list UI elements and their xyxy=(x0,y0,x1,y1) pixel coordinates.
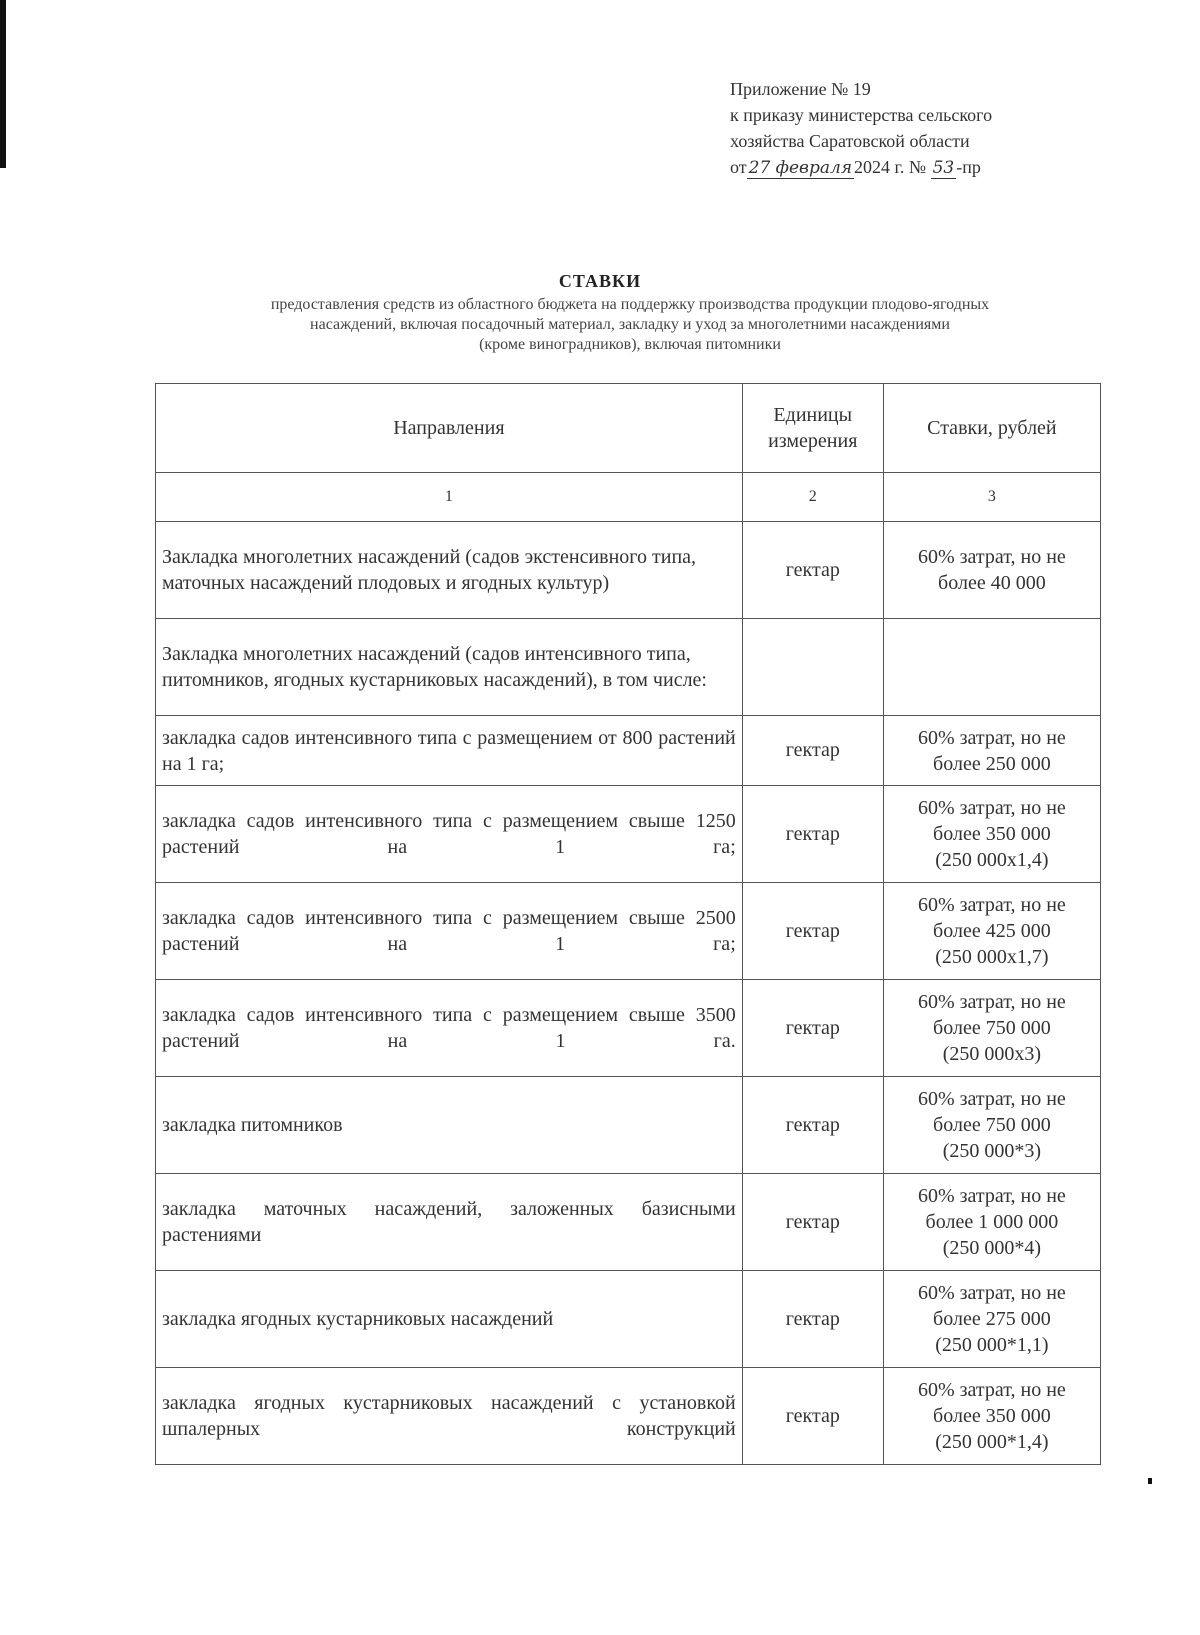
row-rate xyxy=(883,522,1100,619)
column-number-1: 1 xyxy=(156,473,743,522)
rate-line: (250 000х3) xyxy=(942,1043,1042,1065)
row-unit: гектар xyxy=(742,522,883,619)
table-header-row xyxy=(156,384,1101,473)
rate-line: 60% затрат, но не xyxy=(917,797,1066,819)
table-row xyxy=(156,1077,1101,1174)
from-prefix: от xyxy=(730,157,747,177)
subtitle-line-3: (кроме виноградников), включая питомники xyxy=(479,336,781,353)
row-rate xyxy=(883,786,1100,883)
row-rate xyxy=(883,1174,1100,1271)
column-number-2: 2 xyxy=(742,473,883,522)
approval-line-3: хозяйства Саратовской области xyxy=(730,131,970,151)
rate-line: (250 000х1,4) xyxy=(935,849,1049,871)
row-unit xyxy=(742,619,883,716)
document-title: СТАВКИ xyxy=(558,271,642,291)
table-row xyxy=(156,786,1101,883)
rate-line: 60% затрат, но не xyxy=(917,1185,1066,1207)
rate-line: 60% затрат, но не xyxy=(917,894,1066,916)
row-direction: закладка ягодных кустарниковых насаждений с установкой шпалерных конструкций xyxy=(156,1368,743,1465)
rate-line: 60% затрат, но не xyxy=(917,1379,1066,1401)
row-direction: Закладка многолетних насаждений (садов интенсивного типа, питомников, ягодных кустарниковых насаждений), в том числе: xyxy=(156,619,743,716)
row-unit: гектар xyxy=(742,1271,883,1368)
rate-line: (250 000*3) xyxy=(942,1140,1042,1162)
scan-edge-mark xyxy=(0,0,6,168)
row-direction: закладка садов интенсивного типа с размещением свыше 3500 растений на 1 га. xyxy=(156,980,743,1077)
table-row xyxy=(156,619,1101,716)
table-row xyxy=(156,980,1101,1077)
row-rate xyxy=(883,716,1100,786)
table-row xyxy=(156,522,1101,619)
rate-line: 60% затрат, но не xyxy=(917,726,1066,749)
row-rate xyxy=(883,619,1100,716)
row-unit: гектар xyxy=(742,980,883,1077)
row-unit: гектар xyxy=(742,716,883,786)
row-unit: гектар xyxy=(742,883,883,980)
rates-table xyxy=(155,383,1101,1465)
handwritten-date: 27 февраля xyxy=(748,158,853,178)
document-subtitle xyxy=(170,295,1090,355)
order-suffix: -пр xyxy=(956,157,981,177)
rate-line: более 275 000 xyxy=(933,1308,1051,1330)
table-row xyxy=(156,1271,1101,1368)
row-rate xyxy=(883,883,1100,980)
rate-line: более 425 000 xyxy=(933,920,1051,942)
approval-block xyxy=(730,76,1110,180)
row-direction: закладка садов интенсивного типа с размещением от 800 растений на 1 га; xyxy=(156,716,743,786)
row-rate xyxy=(883,980,1100,1077)
rate-line: (250 000х1,7) xyxy=(935,946,1049,968)
row-direction: закладка садов интенсивного типа с размещением свыше 2500 растений на 1 га; xyxy=(156,883,743,980)
rate-line: более 250 000 xyxy=(933,752,1051,775)
rate-line: 60% затрат, но не xyxy=(917,546,1066,568)
table-row xyxy=(156,883,1101,980)
table-row xyxy=(156,716,1101,786)
row-unit: гектар xyxy=(742,1077,883,1174)
row-direction: закладка маточных насаждений, заложенных базисными растениями xyxy=(156,1174,743,1271)
row-unit: гектар xyxy=(742,1174,883,1271)
header-directions: Направления xyxy=(156,384,743,473)
table-body xyxy=(156,522,1101,1465)
row-direction: закладка ягодных кустарниковых насаждений xyxy=(156,1271,743,1368)
year-text: 2024 г. № xyxy=(854,157,927,177)
row-rate xyxy=(883,1271,1100,1368)
approval-line-1: Приложение № 19 xyxy=(730,79,871,99)
handwritten-number: 53 xyxy=(932,158,955,178)
header-rates: Ставки, рублей xyxy=(883,384,1100,473)
rate-line: более 750 000 xyxy=(933,1114,1051,1136)
subtitle-line-1: предоставления средств из областного бюджета на поддержку производства продукции плодово-ягодных xyxy=(270,296,990,313)
scan-speck xyxy=(1148,1478,1152,1484)
rate-line: 60% затрат, но не xyxy=(917,991,1066,1013)
table-row xyxy=(156,1174,1101,1271)
approval-line-2: к приказу министерства сельского xyxy=(730,105,993,125)
column-number-3: 3 xyxy=(883,473,1100,522)
header-units: Единицы измерения xyxy=(742,384,883,473)
row-direction: закладка садов интенсивного типа с размещением свыше 1250 растений на 1 га; xyxy=(156,786,743,883)
row-unit: гектар xyxy=(742,786,883,883)
row-unit: гектар xyxy=(742,1368,883,1465)
rate-line: более 40 000 xyxy=(938,572,1046,594)
row-direction: Закладка многолетних насаждений (садов экстенсивного типа, маточных насаждений плодовых и ягодных культур) xyxy=(156,522,743,619)
rate-line: (250 000*1,4) xyxy=(935,1431,1049,1453)
approval-line-4 xyxy=(730,154,1110,180)
rate-line: 60% затрат, но не xyxy=(917,1088,1066,1110)
row-rate xyxy=(883,1077,1100,1174)
subtitle-line-2: насаждений, включая посадочный материал, закладку и уход за многолетними насаждениями xyxy=(310,316,950,333)
rate-line: (250 000*1,1) xyxy=(935,1334,1049,1356)
rate-line: (250 000*4) xyxy=(942,1237,1042,1259)
rate-line: 60% затрат, но не xyxy=(917,1282,1066,1304)
rate-line: более 1 000 000 xyxy=(925,1211,1059,1233)
row-direction: закладка питомников xyxy=(156,1077,743,1174)
rate-line: более 350 000 xyxy=(933,1405,1051,1427)
rate-line: более 350 000 xyxy=(933,823,1051,845)
rate-line: более 750 000 xyxy=(933,1017,1051,1039)
row-rate xyxy=(883,1368,1100,1465)
column-number-row xyxy=(156,473,1101,522)
table-row xyxy=(156,1368,1101,1465)
